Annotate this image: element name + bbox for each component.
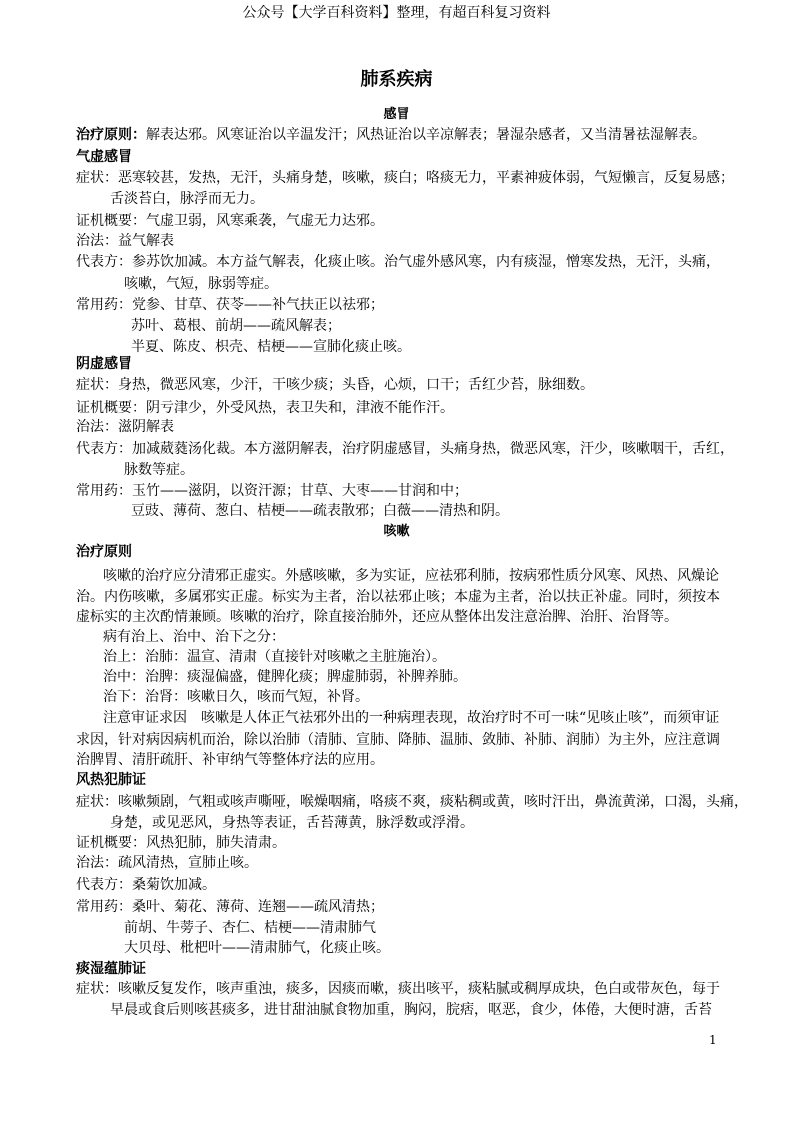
- text-line: 常用药：玉竹——滋阴，以资汗源；甘草、大枣——甘润和中；: [76, 483, 468, 499]
- text-line: 舌淡苔白，脉浮而无力。: [110, 191, 264, 207]
- subheading-tanshi: 痰湿蕴肺证: [76, 961, 146, 977]
- text-line: 治中：治脾：痰湿偏盛，健脾化痰；脾虚肺弱，补脾养肺。: [103, 669, 467, 685]
- text-line: 治下：治肾：咳嗽日久，咳而气短，补肾。: [103, 689, 369, 705]
- page-header: 公众号【大学百科资料】整理，有超百科复习资料: [242, 5, 551, 21]
- page-number: 1: [709, 1033, 717, 1047]
- subheading-yinxu: 阴虚感冒: [76, 356, 132, 372]
- text-line: 常用药：党参、甘草、茯苓——补气扶正以祛邪；: [76, 297, 384, 313]
- principle-text: 解表达邪。风寒证治以辛温发汗；风热证治以辛凉解表；暑湿杂感者，又当清暑祛湿解表。: [146, 127, 706, 143]
- text-line: 证机概要：阴亏津少，外受风热，表卫失和，津液不能作汗。: [76, 400, 454, 416]
- text-line: 大贝母、枇杷叶——清肃肺气，化痰止咳。: [124, 940, 390, 956]
- text-line: 治法：滋阴解表: [76, 419, 174, 435]
- text-line: 证机概要：气虚卫弱，风寒乘袭，气虚无力达邪。: [76, 213, 384, 229]
- text-line: 代表方：加减葳蕤汤化裁。本方滋阴解表，治疗阴虚感冒，头痛身热，微恶风寒，汗少，咳嗽咽干，舌红，: [76, 441, 734, 457]
- text-line: 虚标实的主次酌情兼顾。咳嗽的治疗，除直接治肺外，还应从整体出发注意治脾、治肝、治肾等。: [76, 609, 678, 625]
- text-line: 症状：身热，微恶风寒，少汗，干咳少痰；头昏，心烦，口干；舌红少苔，脉细数。: [76, 377, 594, 393]
- page-title: 肺系疾病: [360, 69, 433, 90]
- text-line: 症状：咳嗽频剧，气粗或咳声嘶哑，喉燥咽痛，咯痰不爽，痰粘稠或黄，咳时汗出，鼻流黄涕，口渴，头痛，: [76, 794, 748, 810]
- text-line: 病有治上、治中、治下之分：: [103, 629, 285, 645]
- principle-label: 治疗原则：: [76, 127, 146, 143]
- text-line: 苏叶、葛根、前胡——疏风解表；: [131, 318, 341, 334]
- text-line: 常用药：桑叶、菊花、薄荷、连翘——疏风清热；: [76, 899, 384, 915]
- text-line: 咳嗽，气短，脉弱等症。: [124, 276, 278, 292]
- subheading-principle: 治疗原则: [76, 544, 132, 560]
- text-line: 治。内伤咳嗽，多属邪实正虚。标实为主者，治以祛邪止咳；本虚为主者，治以扶正补虚。同时，须按本: [76, 589, 720, 605]
- text-line: 前胡、牛蒡子、杏仁、桔梗——清肃肺气: [124, 920, 376, 936]
- text-line: 脉数等症。: [124, 462, 194, 478]
- text-line: 半夏、陈皮、枳壳、桔梗——宣肺化痰止咳。: [131, 339, 411, 355]
- text-line: 证机概要：风热犯肺，肺失清肃。: [76, 835, 286, 851]
- text-line: 治法：疏风清热，宣肺止咳。: [76, 855, 258, 871]
- text-line: 早晨或食后则咳甚痰多，进甘甜油腻食物加重，胸闷，脘痞，呕恶，食少，体倦，大便时溏，舌苔: [110, 1002, 712, 1018]
- text-line: 咳嗽的治疗应分清邪正虚实。外感咳嗽，多为实证，应祛邪利肺，按病邪性质分风寒、风热、风燥论: [103, 568, 719, 584]
- text-line: 代表方：参苏饮加减。本方益气解表，化痰止咳。治气虚外感风寒，内有痰湿，憎寒发热，无汗，头痛，: [76, 254, 720, 270]
- section-heading-kesou: 咳嗽: [383, 524, 410, 539]
- subheading-fengre: 风热犯肺证: [76, 772, 146, 788]
- text-line: 代表方：桑菊饮加减。: [76, 877, 216, 893]
- subheading-qixu: 气虚感冒: [76, 149, 132, 165]
- text-line: 治脾胃、清肝疏肝、补审纳气等整体疗法的应用。: [76, 752, 384, 768]
- treatment-principle: [76, 125, 706, 145]
- text-line: 症状：咳嗽反复发作，咳声重浊，痰多，因痰而嗽，痰出咳平，痰粘腻或稠厚成块，色白或带灰色，每于: [76, 981, 720, 997]
- section-heading-ganmao: 感冒: [383, 107, 410, 122]
- text-line: 求因，针对病因病机而治，除以治肺（清肺、宣肺、降肺、温肺、敛肺、补肺、润肺）为主外，应注意调: [76, 732, 720, 748]
- text-line: 注意审证求因 咳嗽是人体正气祛邪外出的一种病理表现，故治疗时不可一味“见咳止咳”，而须审证: [103, 710, 720, 726]
- text-line: 治法：益气解表: [76, 233, 174, 249]
- text-line: 身楚，或见恶风，身热等表证，舌苔薄黄，脉浮数或浮滑。: [110, 815, 474, 831]
- text-line: 治上：治肺：温宣、清肃（直接针对咳嗽之主脏施治）。: [103, 649, 446, 665]
- text-line: 症状：恶寒较甚，发热，无汗，头痛身楚，咳嗽，痰白；咯痰无力，平素神疲体弱，气短懒言，反复易感；: [76, 170, 734, 186]
- text-line: 豆豉、薄荷、葱白、桔梗——疏表散邪；白薇——清热和阴。: [131, 503, 509, 519]
